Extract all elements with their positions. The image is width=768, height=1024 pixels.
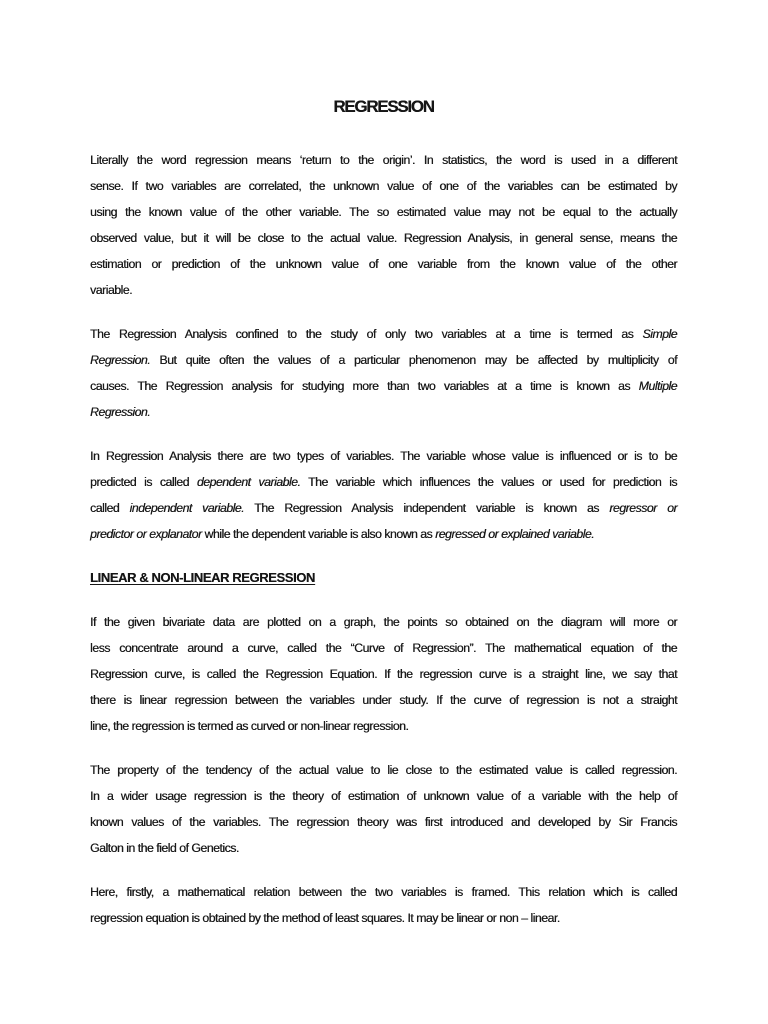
text-line <box>90 173 677 199</box>
text-segment: using the known value of the other variable. The so estimated value may not be equal to the actually <box>90 205 677 219</box>
text-segment: variable. <box>90 283 132 297</box>
italic-text-segment: predictor or explanator <box>90 527 202 541</box>
text-segment: Galton in the field of Genetics. <box>90 841 239 855</box>
italic-text-segment: Simple <box>642 327 677 341</box>
text-line <box>90 443 677 469</box>
text-segment: less concentrate around a curve, called the “Curve of Regression”. The mathematical equation of the <box>90 641 677 655</box>
text-segment: observed value, but it will be close to the actual value. Regression Analysis, in general sense, means the <box>90 231 677 245</box>
text-line <box>90 635 677 661</box>
paragraph <box>90 879 677 931</box>
text-segment: Here, firstly, a mathematical relation between the two variables is framed. This relation which is called <box>90 885 677 899</box>
section-heading: LINEAR & NON-LINEAR REGRESSION <box>90 570 315 585</box>
text-line <box>90 277 677 303</box>
text-segment: causes. The Regression analysis for studying more than two variables at a time is known as <box>90 379 639 393</box>
text-line <box>90 757 677 783</box>
text-line <box>90 835 677 861</box>
text-line <box>90 251 677 277</box>
text-line <box>90 225 677 251</box>
italic-text-segment: regressor or <box>609 501 677 515</box>
text-line <box>90 373 677 399</box>
italic-text-segment: Multiple <box>638 379 677 393</box>
text-segment: while the dependent variable is also known as <box>201 527 436 541</box>
text-line <box>90 521 677 547</box>
text-line <box>90 495 677 521</box>
paragraph <box>90 443 677 547</box>
text-segment: In a wider usage regression is the theory of estimation of unknown value of a variable with the help of <box>90 789 677 803</box>
text-segment: Literally the word regression means ‘return to the origin’. In statistics, the word is used in a different <box>90 153 677 167</box>
italic-text-segment: dependent variable. <box>196 475 301 489</box>
text-line <box>90 713 677 739</box>
text-line <box>90 609 677 635</box>
text-segment: there is linear regression between the variables under study. If the curve of regression is not a straight <box>90 693 677 707</box>
text-segment: estimation or prediction of the unknown value of one variable from the known value of the other <box>90 257 677 271</box>
text-line <box>90 399 677 425</box>
text-line <box>90 321 677 347</box>
paragraph <box>90 321 677 425</box>
italic-text-segment: regressed or explained variable. <box>435 527 595 541</box>
paragraph <box>90 757 677 861</box>
text-segment: The Regression Analysis independent variable is known as <box>244 501 610 515</box>
text-line <box>90 147 677 173</box>
text-line <box>90 347 677 373</box>
text-line <box>90 661 677 687</box>
italic-text-segment: Regression. <box>90 405 151 419</box>
page-title: REGRESSION <box>333 97 434 116</box>
text-line <box>90 783 677 809</box>
text-segment: regression equation is obtained by the method of least squares. It may be linear or non – linear. <box>90 911 560 925</box>
text-segment: In Regression Analysis there are two types of variables. The variable whose value is influenced or is to be <box>90 449 677 463</box>
text-segment: The variable which influences the values or used for prediction is <box>300 475 677 489</box>
text-segment: sense. If two variables are correlated, the unknown value of one of the variables can be estimated by <box>90 179 677 193</box>
italic-text-segment: independent variable. <box>129 501 245 515</box>
text-segment: The Regression Analysis confined to the study of only two variables at a time is termed as <box>90 327 643 341</box>
text-segment: called <box>90 501 130 515</box>
text-segment: known values of the variables. The regression theory was first introduced and developed by Sir Francis <box>90 815 677 829</box>
text-segment: predicted is called <box>90 475 197 489</box>
text-segment: Regression curve, is called the Regression Equation. If the regression curve is a straight line, we say that <box>90 667 677 681</box>
text-line <box>90 687 677 713</box>
text-line <box>90 809 677 835</box>
text-segment: line, the regression is termed as curved or non-linear regression. <box>90 719 409 733</box>
italic-text-segment: Regression. <box>90 353 151 367</box>
text-segment: The property of the tendency of the actual value to lie close to the estimated value is called regression. <box>90 763 677 777</box>
text-segment: But quite often the values of a particular phenomenon may be affected by multiplicity of <box>150 353 677 367</box>
paragraph <box>90 609 677 739</box>
text-segment: If the given bivariate data are plotted on a graph, the points so obtained on the diagram will more or <box>90 615 677 629</box>
text-line <box>90 879 677 905</box>
text-line <box>90 469 677 495</box>
paragraph <box>90 147 677 303</box>
text-line <box>90 199 677 225</box>
text-line <box>90 905 677 931</box>
document-body <box>90 147 677 931</box>
